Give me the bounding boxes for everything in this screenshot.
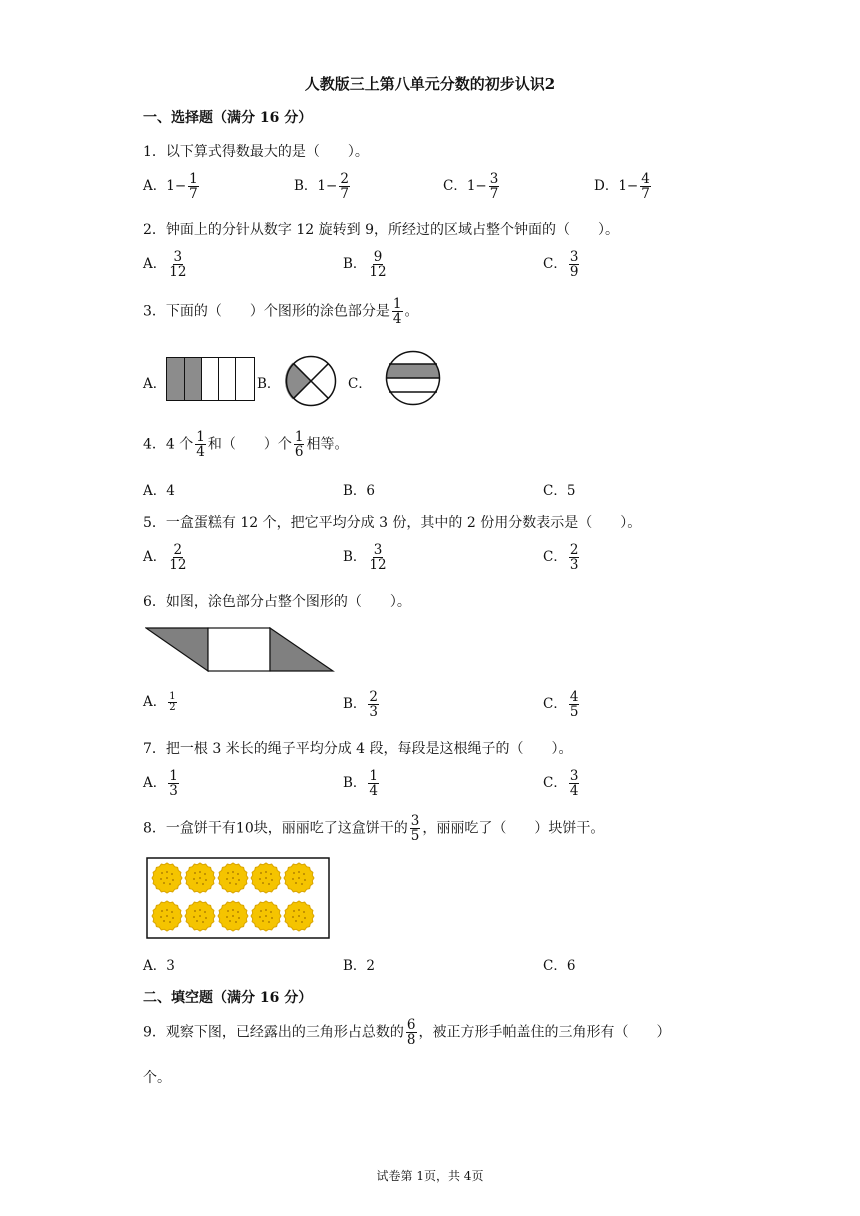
q3-text-end: 。 xyxy=(404,303,419,320)
q7-option-b-label: B． xyxy=(343,775,367,792)
q9-fraction xyxy=(406,1018,417,1047)
denominator: 9 xyxy=(569,264,579,281)
q1-option-b-whole: 1− xyxy=(317,178,338,195)
cookie-icon xyxy=(185,901,215,931)
q1-option-b-label: B． xyxy=(294,178,318,195)
q4-fraction-1 xyxy=(195,430,206,459)
numerator: 1 xyxy=(392,296,402,312)
q3-figure-c xyxy=(385,350,441,406)
cookie-icon xyxy=(251,863,281,893)
q8-cookie-box xyxy=(146,857,330,939)
denominator: 4 xyxy=(392,311,402,328)
q4-option-a-label: A． xyxy=(143,483,167,499)
q1-option-c-fraction xyxy=(489,172,500,201)
question-5: 5．一盒蛋糕有 12 个，把它平均分成 3 份，其中的 2 份用分数表示是（ ）。 xyxy=(143,515,642,531)
cookie-icon xyxy=(152,863,182,893)
q7-option-c-label: C． xyxy=(543,775,567,792)
denominator: 2 xyxy=(169,702,176,713)
q6-option-a-label: A． xyxy=(143,694,167,710)
q4-option-b xyxy=(343,479,375,499)
q4-option-b-value: 6 xyxy=(366,483,376,499)
q3-label-a: A． xyxy=(143,376,167,392)
q7-option-b xyxy=(343,769,381,798)
q5-option-c-label: C． xyxy=(543,549,567,566)
denominator: 7 xyxy=(641,186,650,203)
q8-option-b xyxy=(343,954,375,974)
denominator: 7 xyxy=(189,186,198,203)
q3-figure-a xyxy=(166,357,256,401)
denominator: 4 xyxy=(569,783,579,800)
q6-option-b-fraction xyxy=(368,690,379,719)
numerator: 6 xyxy=(406,1017,416,1033)
q5-option-b-fraction xyxy=(368,543,387,572)
page-title: 人教版三上第八单元分数的初步认识2 xyxy=(304,75,556,93)
q5-option-b xyxy=(343,543,390,572)
q1-option-b-fraction xyxy=(339,172,350,201)
q2-option-a-label: A． xyxy=(143,256,167,273)
q7-option-c-fraction xyxy=(569,769,580,798)
q2-option-c xyxy=(543,250,581,279)
q4-fraction-2 xyxy=(294,430,305,459)
q8-option-c-label: C． xyxy=(543,958,567,974)
numerator: 3 xyxy=(569,249,579,265)
denominator: 5 xyxy=(410,828,420,845)
q4-option-c xyxy=(543,479,575,499)
q6-option-c-label: C． xyxy=(543,696,567,713)
q2-option-a xyxy=(143,250,189,279)
q7-option-b-fraction xyxy=(368,769,379,798)
q8-option-b-label: B． xyxy=(343,958,367,974)
q7-option-a-label: A． xyxy=(143,775,167,792)
q3-label-b: B． xyxy=(257,376,281,392)
numerator: 1 xyxy=(196,429,205,445)
denominator: 4 xyxy=(369,783,379,800)
question-9-continuation: 个。 xyxy=(143,1070,171,1086)
q3-label-c: C． xyxy=(348,376,372,392)
numerator: 1 xyxy=(189,171,198,187)
denominator: 4 xyxy=(196,444,205,461)
numerator: 3 xyxy=(173,249,183,265)
numerator: 2 xyxy=(369,689,379,705)
q8-option-c xyxy=(543,954,575,974)
q4-option-c-value: 5 xyxy=(566,483,576,499)
q7-option-a xyxy=(143,769,181,798)
q7-option-a-fraction xyxy=(168,769,179,798)
q6-option-a xyxy=(143,690,179,714)
q1-option-a-whole: 1− xyxy=(166,178,187,195)
q6-option-c-fraction xyxy=(569,690,580,719)
cookie-icon xyxy=(152,901,182,931)
q3-text: 3．下面的（ ）个图形的涂色部分是 xyxy=(143,303,390,320)
question-1: 1．以下算式得数最大的是（ ）。 xyxy=(143,144,369,160)
question-4 xyxy=(143,430,348,459)
q5-option-a xyxy=(143,543,189,572)
numerator: 4 xyxy=(641,171,650,187)
q2-option-b-fraction xyxy=(368,250,387,279)
q2-option-b-label: B． xyxy=(343,256,367,273)
q6-option-c xyxy=(543,690,581,719)
section-2-heading: 二、填空题（满分 16 分） xyxy=(143,990,313,1006)
q8-option-a-value: 3 xyxy=(166,958,175,974)
q4-option-a xyxy=(143,479,175,499)
q6-figure xyxy=(145,627,335,673)
numerator: 1 xyxy=(369,768,379,784)
q5-option-b-label: B． xyxy=(343,549,367,566)
q8-option-c-value: 6 xyxy=(566,958,576,974)
q5-option-c-fraction xyxy=(569,543,580,572)
q1-option-b xyxy=(294,172,352,201)
numerator: 9 xyxy=(373,249,383,265)
q4-option-c-label: C． xyxy=(543,483,567,499)
denominator: 7 xyxy=(489,186,499,203)
denominator: 12 xyxy=(169,557,187,574)
denominator: 7 xyxy=(340,186,349,203)
q2-option-c-label: C． xyxy=(543,256,567,273)
q3-fraction xyxy=(392,297,403,326)
q1-option-c-label: C． xyxy=(443,178,467,195)
q6-option-b xyxy=(343,690,381,719)
q1-option-a xyxy=(143,172,201,201)
question-3 xyxy=(143,297,419,326)
denominator: 8 xyxy=(406,1032,416,1049)
cookie-icon xyxy=(251,901,281,931)
q1-option-c-whole: 1− xyxy=(466,178,487,195)
denominator: 12 xyxy=(369,264,387,281)
denominator: 12 xyxy=(169,264,187,281)
numerator: 1 xyxy=(169,768,178,784)
question-8 xyxy=(143,814,604,843)
cookie-icon xyxy=(185,863,215,893)
q8-fraction xyxy=(410,814,421,843)
q6-option-b-label: B． xyxy=(343,696,367,713)
q8-text-2: ，丽丽吃了（ ）块饼干。 xyxy=(422,820,605,837)
question-7: 7．把一根 3 米长的绳子平均分成 4 段，每段是这根绳子的（ ）。 xyxy=(143,741,573,757)
numerator: 3 xyxy=(373,542,383,558)
denominator: 12 xyxy=(369,557,387,574)
q8-option-a-label: A． xyxy=(143,958,167,974)
page-footer: 试卷第 1页，共 4页 xyxy=(376,1169,484,1183)
question-6: 6．如图，涂色部分占整个图形的（ ）。 xyxy=(143,594,411,610)
q1-option-d xyxy=(594,172,653,201)
q8-option-a xyxy=(143,954,175,974)
cookie-icon xyxy=(284,863,314,893)
q5-option-a-fraction xyxy=(168,543,187,572)
q8-option-b-value: 2 xyxy=(366,958,376,974)
q5-option-a-label: A． xyxy=(143,549,167,566)
q2-option-a-fraction xyxy=(168,250,187,279)
q4-text-2: 和（ ）个 xyxy=(207,436,292,453)
q4-option-b-label: B． xyxy=(343,483,367,499)
q1-option-d-label: D． xyxy=(594,178,619,195)
q4-text-1: 4．4 个 xyxy=(143,436,194,453)
numerator: 2 xyxy=(340,171,349,187)
numerator: 2 xyxy=(173,542,183,558)
q4-option-a-value: 4 xyxy=(166,483,175,499)
q9-text-1: 9．观察下图，已经露出的三角形占总数的 xyxy=(143,1024,404,1041)
q1-option-a-label: A． xyxy=(143,178,167,195)
cookie-icon xyxy=(284,901,314,931)
q1-option-a-fraction xyxy=(188,172,199,201)
q1-option-c xyxy=(443,172,501,201)
q1-option-d-whole: 1− xyxy=(618,178,639,195)
denominator: 3 xyxy=(569,557,579,574)
q8-text-1: 8．一盒饼干有10块，丽丽吃了这盒饼干的 xyxy=(143,820,408,837)
numerator: 3 xyxy=(569,768,579,784)
numerator: 3 xyxy=(489,171,499,187)
q3-figure-b xyxy=(285,355,337,407)
section-1-heading: 一、选择题（满分 16 分） xyxy=(143,110,313,126)
q5-option-c xyxy=(543,543,581,572)
question-2: 2．钟面上的分针从数字 12 旋转到 9，所经过的区域占整个钟面的（ ）。 xyxy=(143,222,619,238)
numerator: 2 xyxy=(569,542,579,558)
denominator: 6 xyxy=(294,444,304,461)
q9-text-2: ，被正方形手帕盖住的三角形有（ ） xyxy=(418,1024,671,1041)
cookie-icon xyxy=(218,863,248,893)
numerator: 1 xyxy=(169,690,176,702)
q6-option-a-fraction xyxy=(168,692,176,714)
q1-option-d-fraction xyxy=(640,172,651,201)
q4-text-3: 相等。 xyxy=(306,436,349,453)
q7-option-c xyxy=(543,769,581,798)
denominator: 3 xyxy=(369,704,379,721)
numerator: 1 xyxy=(294,429,304,445)
q2-option-b xyxy=(343,250,390,279)
question-9 xyxy=(143,1018,671,1047)
numerator: 3 xyxy=(410,813,420,829)
cookie-icon xyxy=(218,901,248,931)
denominator: 3 xyxy=(169,783,178,800)
numerator: 4 xyxy=(569,689,579,705)
denominator: 5 xyxy=(569,704,579,721)
q2-option-c-fraction xyxy=(569,250,580,279)
